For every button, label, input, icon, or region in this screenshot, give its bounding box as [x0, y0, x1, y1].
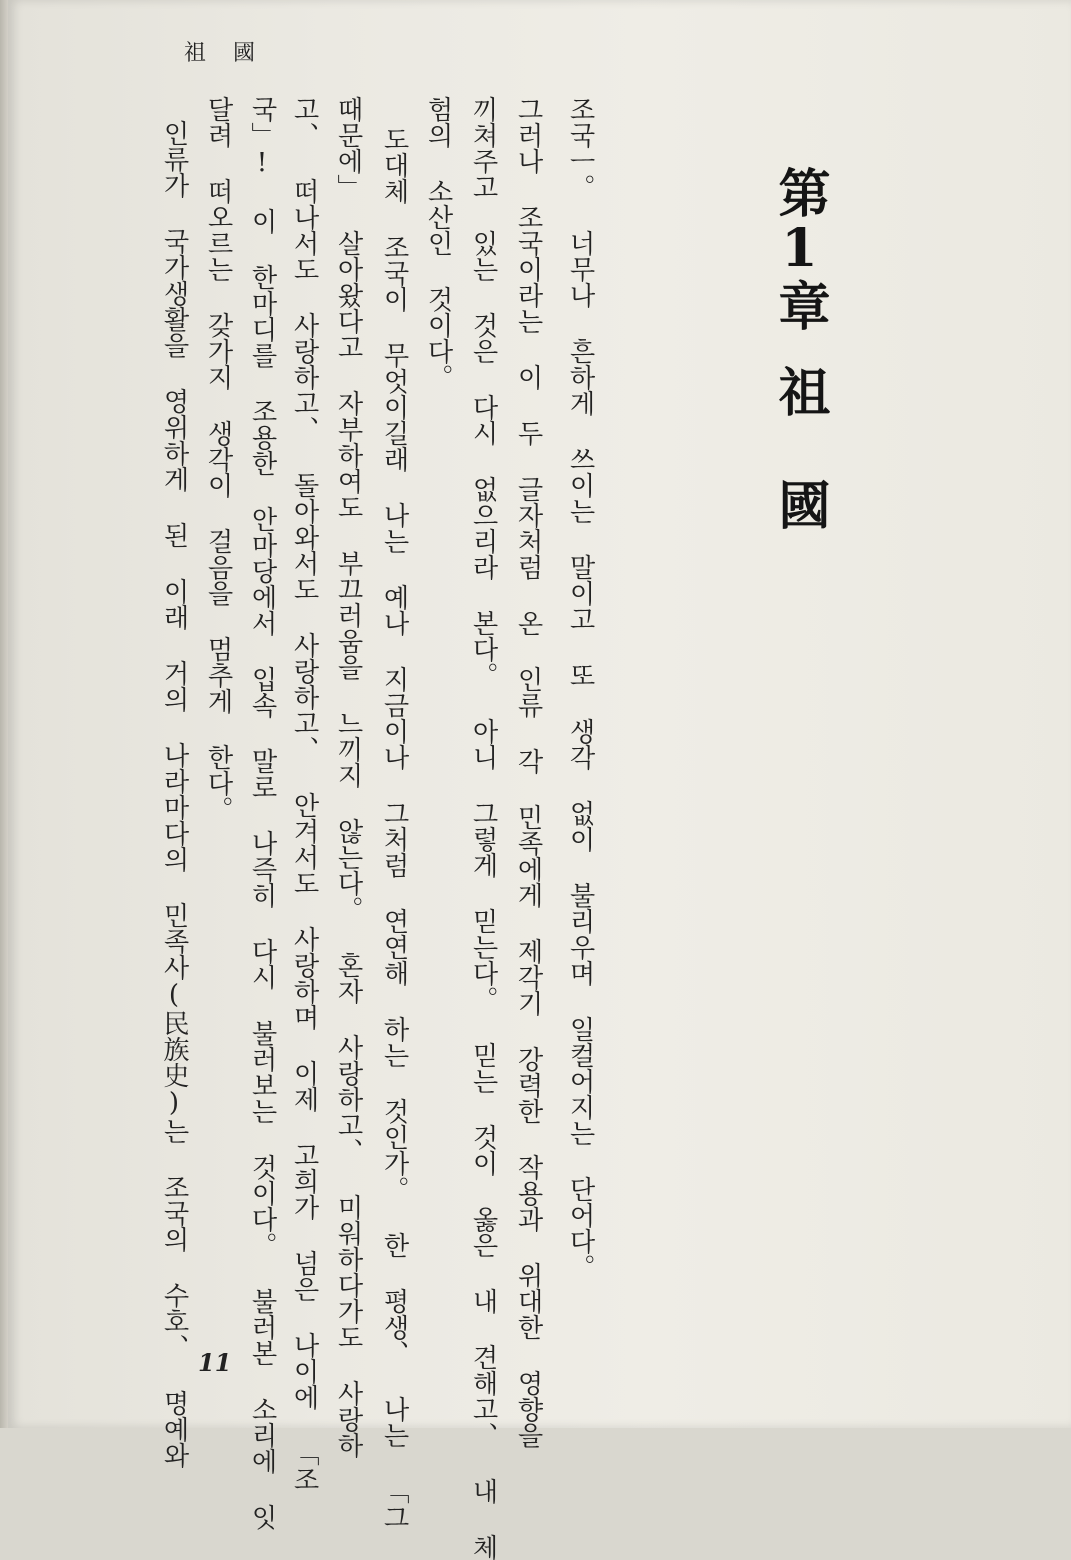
running-head: 祖 國 — [184, 41, 265, 66]
text-column-2: 그러나 조국이라는 이 두 글자처럼 온 인류 각 민족에게 제각기 강력한 작용과 위대한 영향을 — [513, 96, 543, 1448]
text-column-5: 도대체 조국이 무엇이길래 나는 예나 지금이나 그처럼 연연해 하는 것인가。 한 평생、 나는 「그 — [379, 126, 409, 1530]
text-column-3: 끼쳐주고 있는 것은 다시 없으리라 본다。 아니 그렇게 믿는다。 믿는 것이 옳은 내 견해고、 내 체 — [468, 96, 498, 1560]
chapter-title — [764, 166, 834, 530]
text-column-6: 때문에」 살아왔다고 자부하여도 부끄러움을 느끼지 않는다。 혼자 사랑하고、 미워하다가도 사랑하 — [333, 96, 363, 1458]
text-column-9: 달려 떠오르는 갖가지 생각이 걸음을 멈추게 한다。 — [203, 96, 233, 822]
text-column-8: 국」! 이 한마디를 조용한 안마당에서 입속 말로 나즉히 다시 불러보는 것이다。 불러본 소리에 잇 — [247, 96, 277, 1530]
text-column-1: 조국ㅡ。 너무나 흔하게 쓰이는 말이고 또 생각 없이 불리우며 일컬어지는 단어다。 — [565, 96, 595, 1280]
text-column-7: 고、 떠나서도 사랑하고、 돌아와서도 사랑하고、 안겨서도 사랑하며 이제 고희가 넘은 나이에 「조 — [289, 96, 319, 1492]
chapter-number: 第1章 — [769, 166, 830, 331]
chapter-name: 祖 國 — [769, 365, 830, 530]
text-column-10: 인류가 국가생활을 영위하게 된 이래 거의 나라마다의 민족사(民族史)는 조국의 수호、 명예와 — [159, 120, 189, 1468]
text-column-4: 험의 소산인 것이다。 — [423, 96, 453, 390]
book-page — [8, 0, 1071, 1560]
page-edge — [0, 0, 8, 1428]
page-number: 11 — [198, 1348, 232, 1377]
